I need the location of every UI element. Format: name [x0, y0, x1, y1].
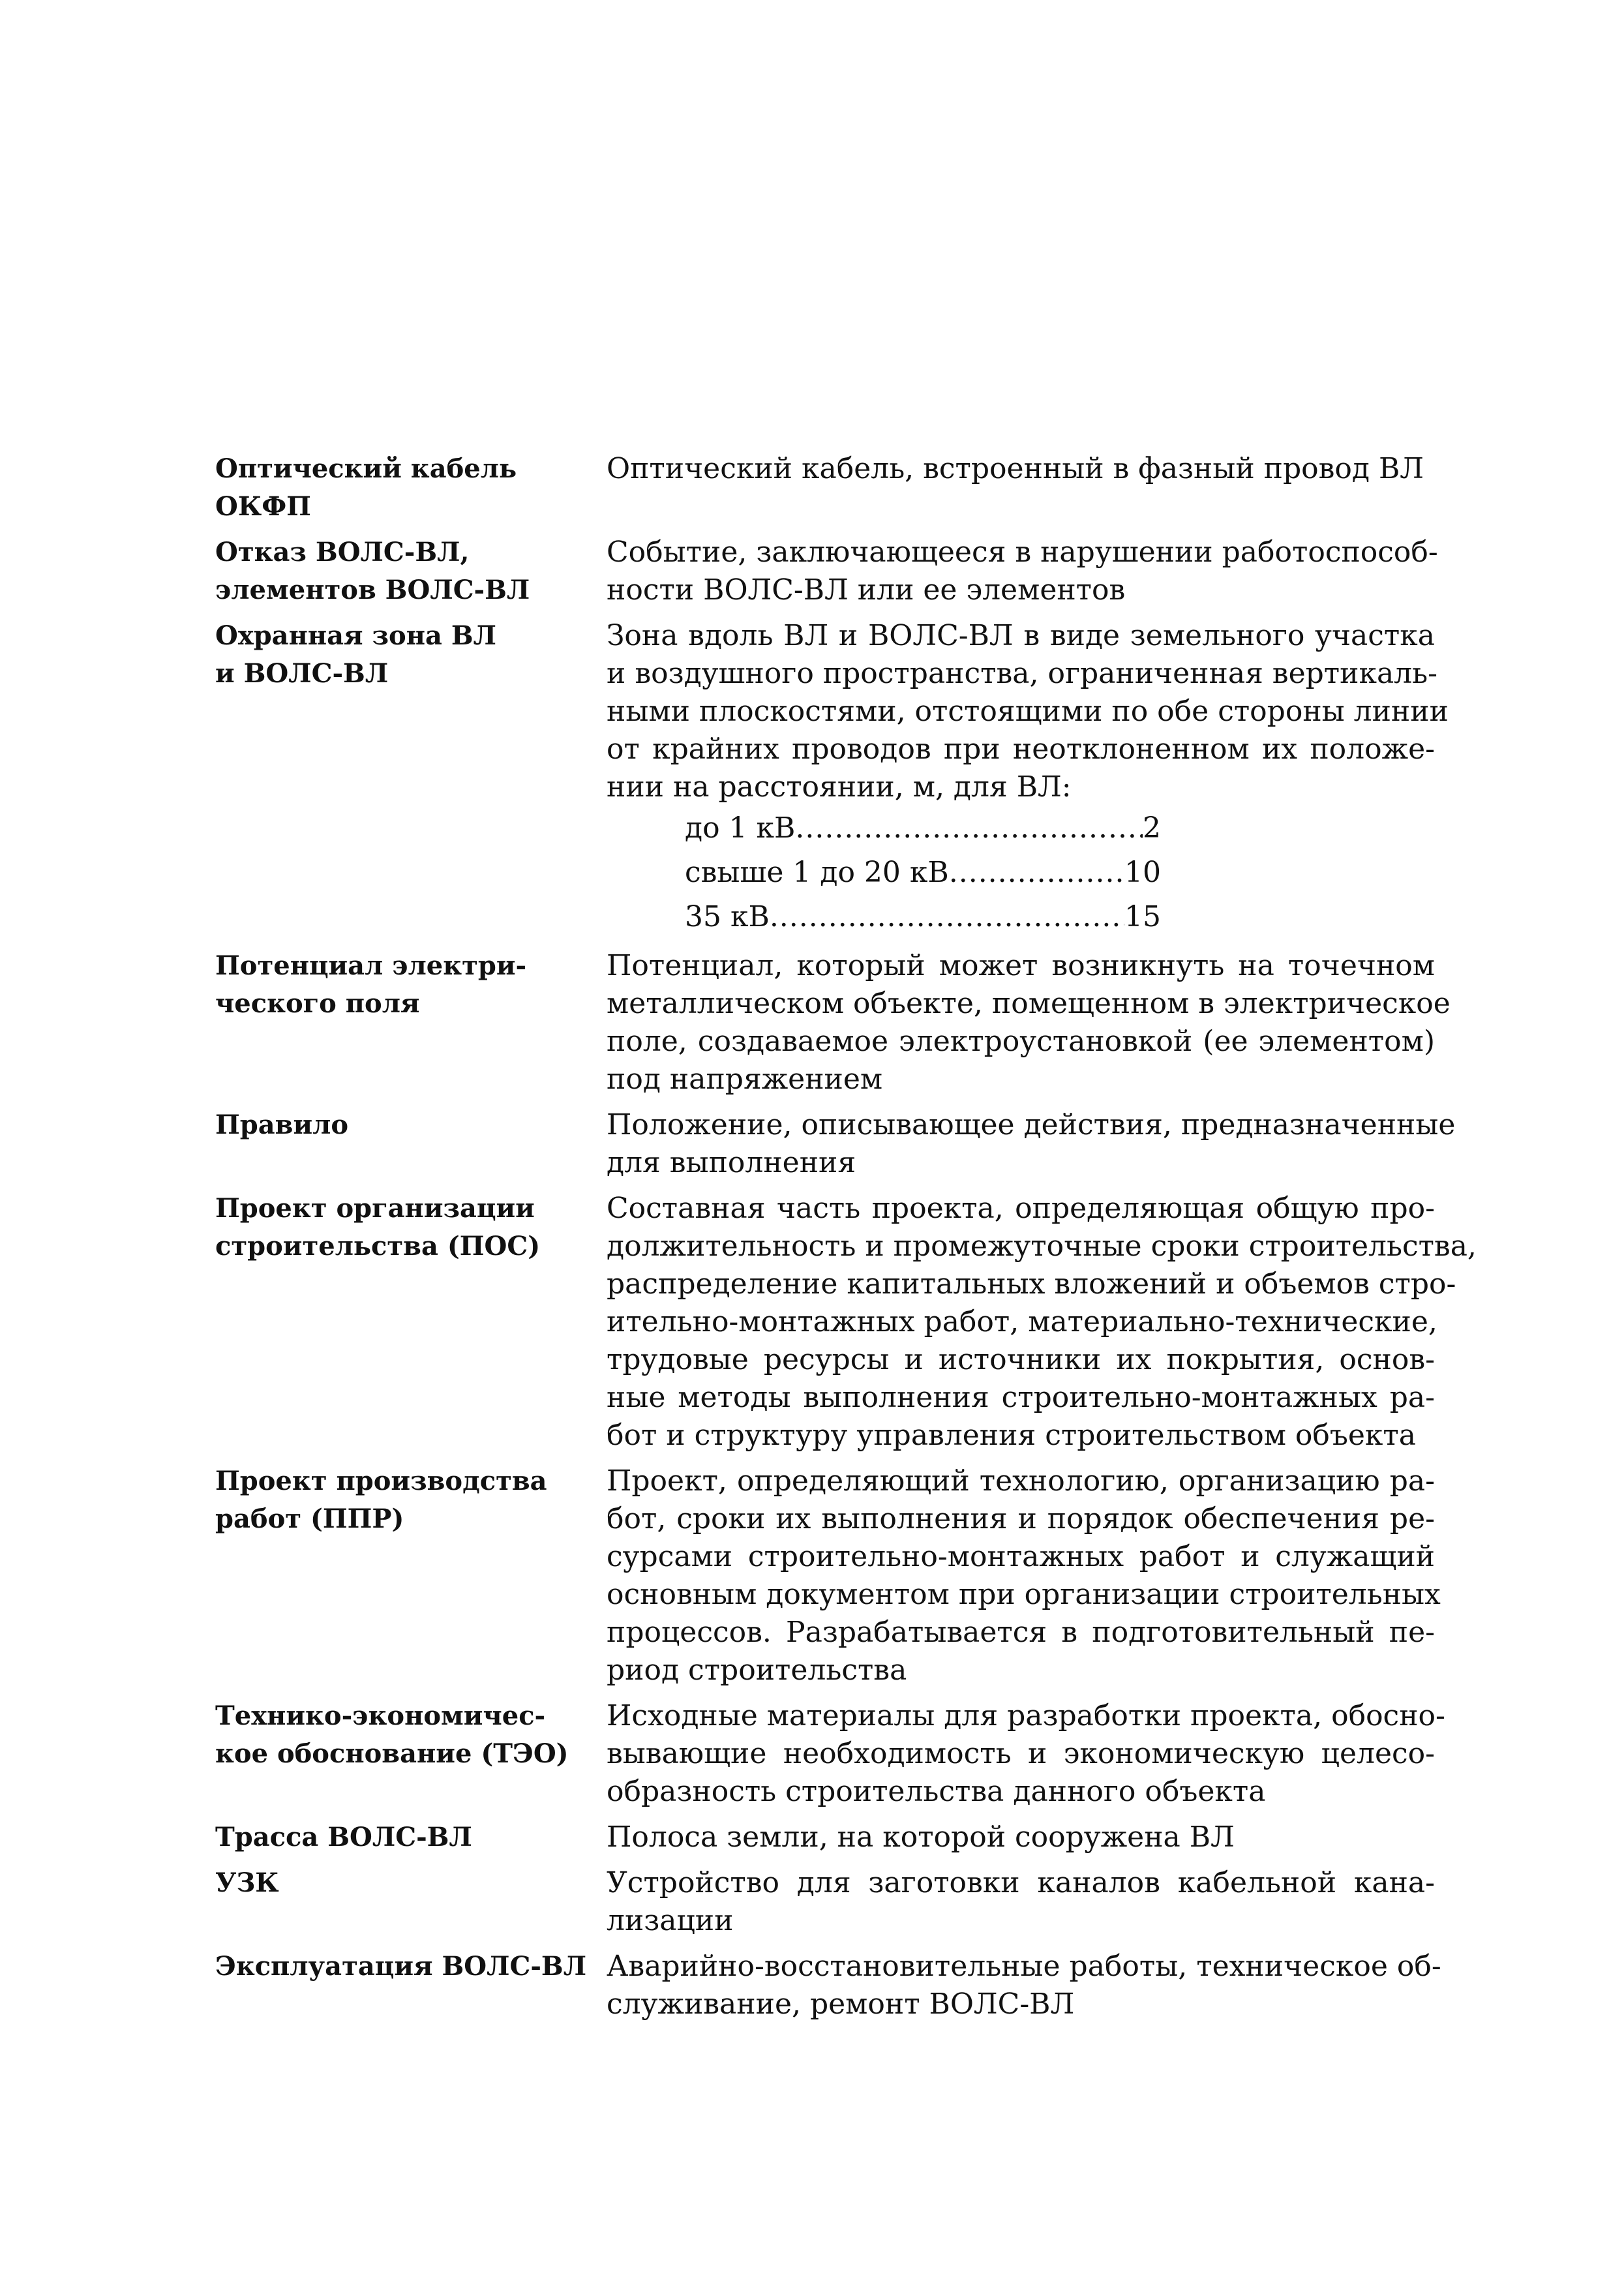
distance-value: 2 [1143, 811, 1161, 845]
definition-line: вывающие необходимость и экономическую целесо- [607, 1737, 1435, 1770]
definition-line: Событие, заключающееся в нарушении работоспособ- [607, 536, 1438, 569]
glossary-definition [607, 1697, 1445, 1811]
term-line: ОКФП [215, 491, 311, 522]
glossary-definition [607, 1462, 1441, 1689]
term-line: элементов ВОЛС-ВЛ [215, 575, 530, 605]
dot-leader [949, 851, 1124, 895]
glossary-entry [215, 534, 1454, 609]
glossary-term [215, 1864, 607, 1902]
entry-gap [215, 1689, 1454, 1697]
distance-value: 10 [1124, 856, 1161, 889]
dot-leader [795, 806, 1143, 851]
term-line: Охранная зона ВЛ [215, 620, 497, 651]
glossary-term [215, 1948, 607, 1986]
glossary-definition [607, 534, 1438, 609]
voltage-label: до 1 кВ [685, 811, 796, 845]
definition-line: бот, сроки их выполнения и порядок обеспечения ре- [607, 1502, 1435, 1535]
term-line: Правило [215, 1110, 349, 1140]
term-line: работ (ППР) [215, 1503, 404, 1534]
glossary-definition [607, 1190, 1477, 1455]
definition-line: металлическом объекте, помещенном в электрическое [607, 987, 1451, 1020]
definition-line: Зона вдоль ВЛ и ВОЛС-ВЛ в виде земельного участка [607, 619, 1435, 652]
entry-gap [215, 1856, 1454, 1864]
glossary-term [215, 617, 607, 693]
definition-line: образность строительства данного объекта [607, 1775, 1266, 1808]
glossary-entry [215, 1864, 1454, 1940]
definition-line: и воздушного пространства, ограниченная вертикаль- [607, 657, 1437, 690]
definition-line: ительно-монтажных работ, материально-технические, [607, 1305, 1437, 1338]
term-line: УЗК [215, 1867, 279, 1898]
definition-line: распределение капитальных вложений и объемов стро- [607, 1267, 1456, 1301]
glossary-term [215, 1819, 607, 1856]
glossary-definition [607, 1864, 1435, 1940]
entry-gap [215, 609, 1454, 617]
definition-line: сурсами строительно-монтажных работ и служащий [607, 1540, 1435, 1573]
definition-line: должительность и промежуточные сроки строительства, [607, 1230, 1477, 1263]
glossary-term [215, 1190, 607, 1265]
definition-line: ные методы выполнения строительно-монтажных ра- [607, 1381, 1435, 1414]
definition-line: основным документом при организации строительных [607, 1578, 1441, 1611]
glossary-term [215, 1462, 607, 1538]
term-line: Трасса ВОЛС-ВЛ [215, 1822, 472, 1852]
definition-line: поле, создаваемое электроустановкой (ее элементом) [607, 1025, 1435, 1058]
glossary-term [215, 1106, 607, 1144]
definition-line: нии на расстоянии, м, для ВЛ: [607, 770, 1072, 804]
term-line: Оптический кабель [215, 453, 517, 484]
glossary-entry [215, 1697, 1454, 1811]
definition-line: Полоса земли, на которой сооружена ВЛ [607, 1820, 1235, 1854]
definition-line: Исходные материалы для разработки проекта, обосно- [607, 1699, 1445, 1732]
definition-line: Проект, определяющий технологию, организацию ра- [607, 1464, 1435, 1498]
definition-line: лизации [607, 1904, 734, 1937]
definition-line: бот и структуру управления строительством объекта [607, 1419, 1417, 1452]
term-line: Отказ ВОЛС-ВЛ, [215, 537, 470, 567]
voltage-distance-row [685, 895, 1161, 939]
glossary-definition [607, 1106, 1456, 1182]
definition-line: под напряжением [607, 1063, 883, 1096]
distance-value: 15 [1124, 900, 1161, 933]
glossary-definition [607, 450, 1435, 488]
glossary-definition [607, 617, 1449, 939]
glossary-term [215, 947, 607, 1023]
definition-line: для выполнения [607, 1146, 856, 1179]
glossary-term [215, 1697, 607, 1773]
definition-line: служивание, ремонт ВОЛС-ВЛ [607, 1987, 1075, 2021]
term-line: кое обоснование (ТЭО) [215, 1738, 569, 1769]
term-line: Эксплуатация ВОЛС-ВЛ [215, 1951, 587, 1982]
glossary-definition [607, 947, 1451, 1098]
glossary-definition [607, 1948, 1441, 2023]
voltage-distance-row [685, 806, 1161, 851]
definition-line: трудовые ресурсы и источники их покрытия, основ- [607, 1343, 1435, 1376]
definition-line: Положение, описывающее действия, предназначенные [607, 1108, 1456, 1141]
term-line: строительства (ПОС) [215, 1231, 541, 1261]
entry-gap [215, 1811, 1454, 1819]
definition-line: Составная часть проекта, определяющая общую про- [607, 1192, 1435, 1225]
glossary-definition [607, 1819, 1435, 1856]
term-line: Потенциал электри- [215, 950, 527, 981]
term-line: Проект организации [215, 1193, 535, 1224]
voltage-label: свыше 1 до 20 кВ [685, 856, 949, 889]
definition-line: ности ВОЛС-ВЛ или ее элементов [607, 573, 1126, 607]
glossary-entry [215, 1462, 1454, 1689]
entry-gap [215, 939, 1454, 947]
term-line: ческого поля [215, 988, 420, 1019]
glossary-term [215, 534, 607, 609]
voltage-label: 35 кВ [685, 900, 770, 933]
glossary-entry [215, 947, 1454, 1098]
definition-line: процессов. Разрабатывается в подготовительный пе- [607, 1616, 1435, 1649]
entry-gap [215, 1098, 1454, 1106]
definition-line: Аварийно-восстановительные работы, техническое об- [607, 1950, 1441, 1983]
term-line: и ВОЛС-ВЛ [215, 658, 389, 689]
glossary-entry [215, 1190, 1477, 1455]
glossary-entry [215, 1819, 1454, 1856]
glossary-entry [215, 1948, 1454, 2023]
glossary-term [215, 450, 607, 526]
definition-line: от крайних проводов при неотклоненном их положе- [607, 733, 1435, 766]
definition-line: Оптический кабель, встроенный в фазный провод ВЛ [607, 452, 1424, 485]
glossary-entry [215, 450, 1454, 526]
definition-line: ными плоскостями, отстоящими по обе стороны линии [607, 695, 1449, 728]
dot-leader [770, 895, 1124, 939]
term-line: Проект производства [215, 1466, 547, 1496]
entry-gap [215, 1182, 1454, 1190]
entry-gap [215, 526, 1454, 534]
definition-line: Устройство для заготовки каналов кабельной кана- [607, 1866, 1435, 1899]
entry-gap [215, 1940, 1454, 1948]
glossary-entry [215, 617, 1454, 939]
glossary [215, 450, 1477, 2023]
entry-gap [215, 1455, 1454, 1462]
definition-line: Потенциал, который может возникнуть на точечном [607, 949, 1435, 982]
term-line: Технико-экономичес- [215, 1700, 546, 1731]
glossary-entry [215, 1106, 1454, 1182]
voltage-distance-row [685, 851, 1161, 895]
definition-line: риод строительства [607, 1654, 907, 1687]
